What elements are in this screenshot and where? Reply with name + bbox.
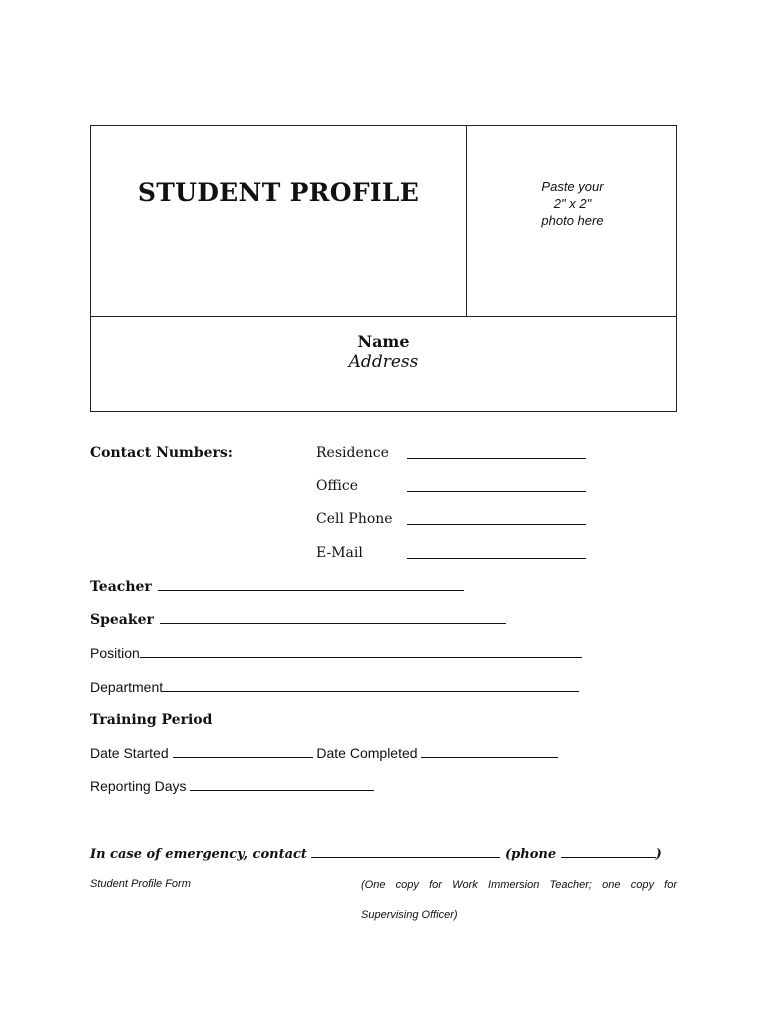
photo-instruction-line: Paste your bbox=[541, 179, 604, 194]
photo-placeholder bbox=[467, 126, 678, 316]
teacher-field[interactable] bbox=[158, 578, 464, 591]
date-completed-label: Date Completed bbox=[316, 745, 418, 761]
residence-label: Residence bbox=[316, 445, 389, 461]
photo-instructions bbox=[467, 178, 678, 229]
office-label: Office bbox=[316, 478, 359, 494]
copies-note-line1: (One copy for Work Immersion Teacher; one copy for bbox=[361, 879, 677, 891]
speaker-label: Speaker bbox=[90, 612, 154, 628]
dates-row bbox=[90, 745, 558, 761]
position-field[interactable] bbox=[140, 645, 582, 658]
cell-phone-field[interactable] bbox=[407, 512, 586, 525]
teacher-row bbox=[90, 578, 464, 595]
training-period-label: Training Period bbox=[90, 712, 213, 728]
reporting-days-label: Reporting Days bbox=[90, 778, 187, 794]
department-field[interactable] bbox=[163, 679, 579, 692]
position-label: Position bbox=[90, 645, 140, 661]
copies-note-line2: Supervising Officer) bbox=[361, 909, 458, 921]
emergency-phone-label: (phone bbox=[505, 847, 557, 862]
photo-instruction-line: 2" x 2" bbox=[553, 196, 592, 211]
name-address-cell bbox=[91, 331, 676, 373]
page-title: STUDENT PROFILE bbox=[137, 178, 420, 207]
emergency-phone-field[interactable] bbox=[561, 846, 656, 858]
title-cell bbox=[91, 126, 467, 316]
box-divider bbox=[91, 316, 676, 317]
emergency-contact-field[interactable] bbox=[311, 846, 500, 858]
position-row bbox=[90, 645, 582, 661]
email-field[interactable] bbox=[407, 546, 586, 559]
address-label: Address bbox=[348, 352, 419, 372]
photo-instruction-line: photo here bbox=[541, 213, 604, 228]
date-started-field[interactable] bbox=[173, 745, 313, 758]
department-label: Department bbox=[90, 679, 164, 695]
department-row bbox=[90, 679, 579, 695]
speaker-field[interactable] bbox=[160, 611, 506, 624]
contact-numbers-label: Contact Numbers: bbox=[90, 445, 233, 461]
name-label: Name bbox=[357, 332, 410, 351]
date-started-label: Date Started bbox=[90, 745, 169, 761]
date-completed-field[interactable] bbox=[421, 745, 558, 758]
speaker-row bbox=[90, 611, 506, 628]
office-field[interactable] bbox=[407, 479, 586, 492]
reporting-days-field[interactable] bbox=[190, 778, 374, 791]
teacher-label: Teacher bbox=[90, 579, 152, 595]
profile-header-box bbox=[90, 125, 677, 412]
residence-field[interactable] bbox=[407, 446, 586, 459]
reporting-days-row bbox=[90, 778, 374, 794]
cell-phone-label: Cell Phone bbox=[316, 511, 393, 527]
emergency-label: In case of emergency, contact bbox=[90, 847, 307, 862]
email-label: E-Mail bbox=[316, 545, 363, 561]
form-name: Student Profile Form bbox=[90, 878, 191, 890]
emergency-phone-close: ) bbox=[655, 847, 662, 862]
emergency-row bbox=[90, 846, 662, 862]
